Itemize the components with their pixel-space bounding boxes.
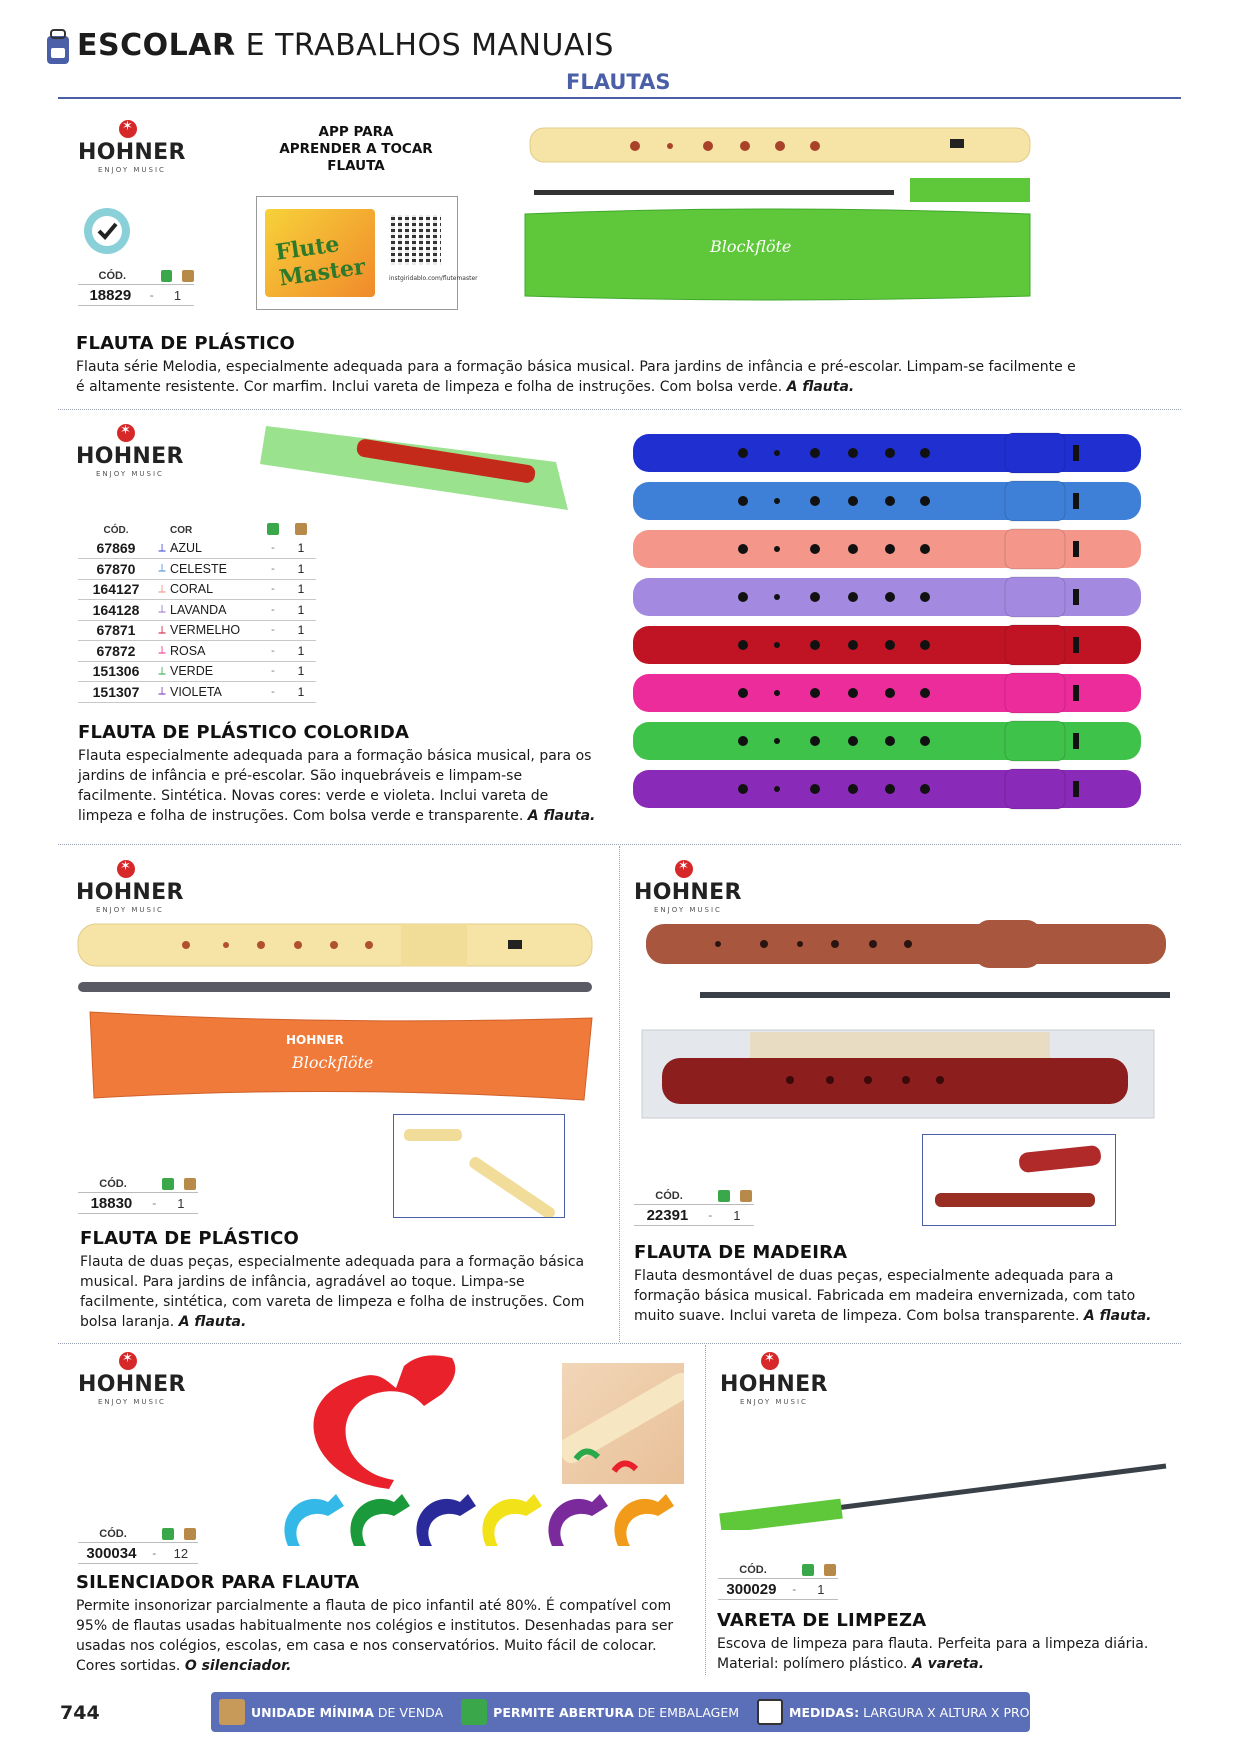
open-package-icon [267, 523, 279, 535]
hohner-logo: ✶ HOHNER ENJOY MUSIC [634, 860, 738, 916]
color-code-table: CÓD. COR 67869 ⟂ AZUL - 1 67870 ⟂ CELESTE - 1 164127 ⟂ CORAL - 1 164128 ⟂ LAVANDA - 1 67871 ⟂ VERMELHO - 1 67872 ⟂ ROSA - 1 151306 ⟂ VERDE - 1 151307 ⟂ VIOLETA - 1 [78, 522, 316, 703]
product-image-p6 [716, 1460, 1172, 1530]
colored-flute [633, 577, 1141, 617]
product-title-p4: FLAUTA DE MADEIRA [634, 1242, 848, 1263]
table-row: 151307 ⟂ VIOLETA - 1 [78, 682, 316, 703]
product-title-p3: FLAUTA DE PLÁSTICO [80, 1228, 299, 1249]
divider [619, 846, 620, 1342]
product-title-p6: VARETA DE LIMPEZA [717, 1610, 927, 1631]
app-qr-card[interactable]: Flute Master instgiridablo.com/flutemaster [256, 196, 458, 310]
color-marker-icon: ⟂ [154, 682, 170, 703]
measure-icon [757, 1699, 783, 1725]
unit-box-icon [219, 1699, 245, 1725]
colored-flute [633, 625, 1141, 665]
legend-bar: UNIDADE MÍNIMA DE VENDA PERMITE ABERTURA DE EMBALAGEM MEDIDAS: LARGURA X ALTURA X PROFUNDIDADE [211, 1692, 1030, 1732]
open-package-icon [802, 1564, 814, 1576]
product-desc-p4: Flauta desmontável de duas peças, especialmente adequada para a formação básica musical. Fabricada em madeira envernizada, com tato muito suave. Inclui vareta de limpeza. Com bolsa transparente. A flauta. [634, 1268, 1152, 1324]
color-marker-icon: ⟂ [154, 538, 170, 559]
table-row: 67871 ⟂ VERMELHO - 1 [78, 620, 316, 641]
product-image-p2-pack [256, 418, 576, 514]
product-title-p1: FLAUTA DE PLÁSTICO [76, 333, 295, 354]
table-row: 151306 ⟂ VERDE - 1 [78, 661, 316, 682]
divider [58, 409, 1181, 410]
colored-flute [633, 769, 1141, 809]
silencer-ring [548, 1494, 608, 1546]
code-block-p3: CÓD. 18830 - 1 [78, 1176, 198, 1214]
code-block-p4: CÓD. 22391 - 1 [634, 1188, 754, 1226]
code-block-p6: CÓD. 300029 - 1 [718, 1562, 838, 1600]
silencer-ring [614, 1494, 674, 1546]
app-label: APP PARA APRENDER A TOCAR FLAUTA [279, 124, 433, 174]
color-marker-icon: ⟂ [154, 579, 170, 600]
section-title: FLAUTAS [566, 70, 671, 94]
quality-seal-icon [82, 206, 132, 256]
color-marker-icon: ⟂ [154, 600, 170, 621]
unit-box-icon [824, 1564, 836, 1576]
open-package-icon [718, 1190, 730, 1202]
svg-text:HOHNER: HOHNER [286, 1033, 344, 1047]
page-number: 744 [60, 1702, 100, 1724]
divider [705, 1345, 706, 1675]
silencer-ring [284, 1494, 344, 1546]
silencer-ring [350, 1494, 410, 1546]
colored-flute [633, 529, 1141, 569]
unit-box-icon [295, 523, 307, 535]
hohner-logo: ✶ HOHNER ENJOY MUSIC [76, 860, 180, 916]
product-desc-p6: Escova de limpeza para flauta. Perfeita para a limpeza diária. Material: polímero plástico. A vareta. [717, 1636, 1149, 1672]
app-artwork: Flute Master [265, 209, 375, 297]
code-block-p1: CÓD. 18829 - 1 [78, 268, 194, 306]
divider [58, 1343, 1181, 1344]
color-marker-icon: ⟂ [154, 559, 170, 580]
detail-image-p4 [922, 1134, 1116, 1226]
open-package-icon [161, 270, 173, 282]
svg-text:Blockflöte: Blockflöte [710, 237, 792, 256]
hohner-logo: ✶ HOHNER ENJOY MUSIC [76, 424, 180, 480]
unit-box-icon [184, 1178, 196, 1190]
open-package-icon [162, 1178, 174, 1190]
table-row: 67870 ⟂ CELESTE - 1 [78, 559, 316, 580]
product-title-p2: FLAUTA DE PLÁSTICO COLORIDA [78, 722, 410, 743]
colored-flute [633, 721, 1141, 761]
divider [58, 844, 1181, 845]
unit-box-icon [182, 270, 194, 282]
qr-code-icon [391, 215, 441, 265]
product-title-p5: SILENCIADOR PARA FLAUTA [76, 1572, 360, 1593]
table-row: 164127 ⟂ CORAL - 1 [78, 579, 316, 600]
color-marker-icon: ⟂ [154, 620, 170, 641]
product-desc-p5: Permite insonorizar parcialmente a flauta de pico infantil até 80%. É compatível com 95% de flautas usadas habitualmente nos colégios e institutos. Desenhadas para ser usadas nos colégios, escolas, em casa e nos conservatórios. Muito fácil de colocar. Cores sortidas. O silenciador. [76, 1598, 674, 1674]
unit-box-icon [184, 1528, 196, 1540]
table-row: 67872 ⟂ ROSA - 1 [78, 641, 316, 662]
product-image-p3 [76, 920, 596, 1110]
table-row: 164128 ⟂ LAVANDA - 1 [78, 600, 316, 621]
colored-flute [633, 481, 1141, 521]
unit-box-icon [740, 1190, 752, 1202]
open-package-icon [461, 1699, 487, 1725]
colored-flute [633, 433, 1141, 473]
product-desc-p2: Flauta especialmente adequada para a formação básica musical, para os jardins de infância e pré-escolar. São inquebráveis e limpam-se facilmente. Sintética. Novas cores: verde e violeta. Inclui vareta de limpeza e folha de instruções. Com bolsa verde e transparente. A flauta. [78, 748, 596, 824]
svg-text:Blockflöte: Blockflöte [292, 1053, 374, 1072]
header-rule [58, 97, 1181, 99]
school-backpack-icon [45, 26, 71, 66]
product-image-p1 [520, 122, 1040, 302]
silencer-ring [416, 1494, 476, 1546]
hohner-logo: ✶ HOHNER ENJOY MUSIC [720, 1352, 824, 1408]
hohner-logo: ✶ HOHNER ENJOY MUSIC [78, 120, 182, 176]
color-marker-icon: ⟂ [154, 641, 170, 662]
open-package-icon [162, 1528, 174, 1540]
page-header-title: ESCOLAR E TRABALHOS MANUAIS [77, 28, 614, 63]
silencer-ring [482, 1494, 542, 1546]
table-row: 67869 ⟂ AZUL - 1 [78, 538, 316, 559]
color-marker-icon: ⟂ [154, 661, 170, 682]
colored-flute [633, 673, 1141, 713]
product-image-p4 [640, 914, 1180, 1124]
product-desc-p3: Flauta de duas peças, especialmente adequada para a formação básica musical. Para jardins de infância, agradável ao toque. Limpa-se facilmente, sintética, com vareta de limpeza e folha de instruções. Com bolsa laranja. A flauta. [80, 1254, 585, 1330]
detail-image-p5 [562, 1363, 684, 1484]
hohner-logo: ✶ HOHNER ENJOY MUSIC [78, 1352, 182, 1408]
product-desc-p1: Flauta série Melodia, especialmente adequada para a formação básica musical. Para jardins de infância e pré-escolar. Limpam-se facilmente e é altamente resistente. Cor marfim. Inclui vareta de limpeza e folha de instruções. Com bolsa verde. A flauta. [76, 359, 1076, 395]
detail-image-p3 [393, 1114, 565, 1218]
code-block-p5: CÓD. 300034 - 12 [78, 1526, 198, 1564]
product-image-p2-flutes [625, 428, 1145, 813]
